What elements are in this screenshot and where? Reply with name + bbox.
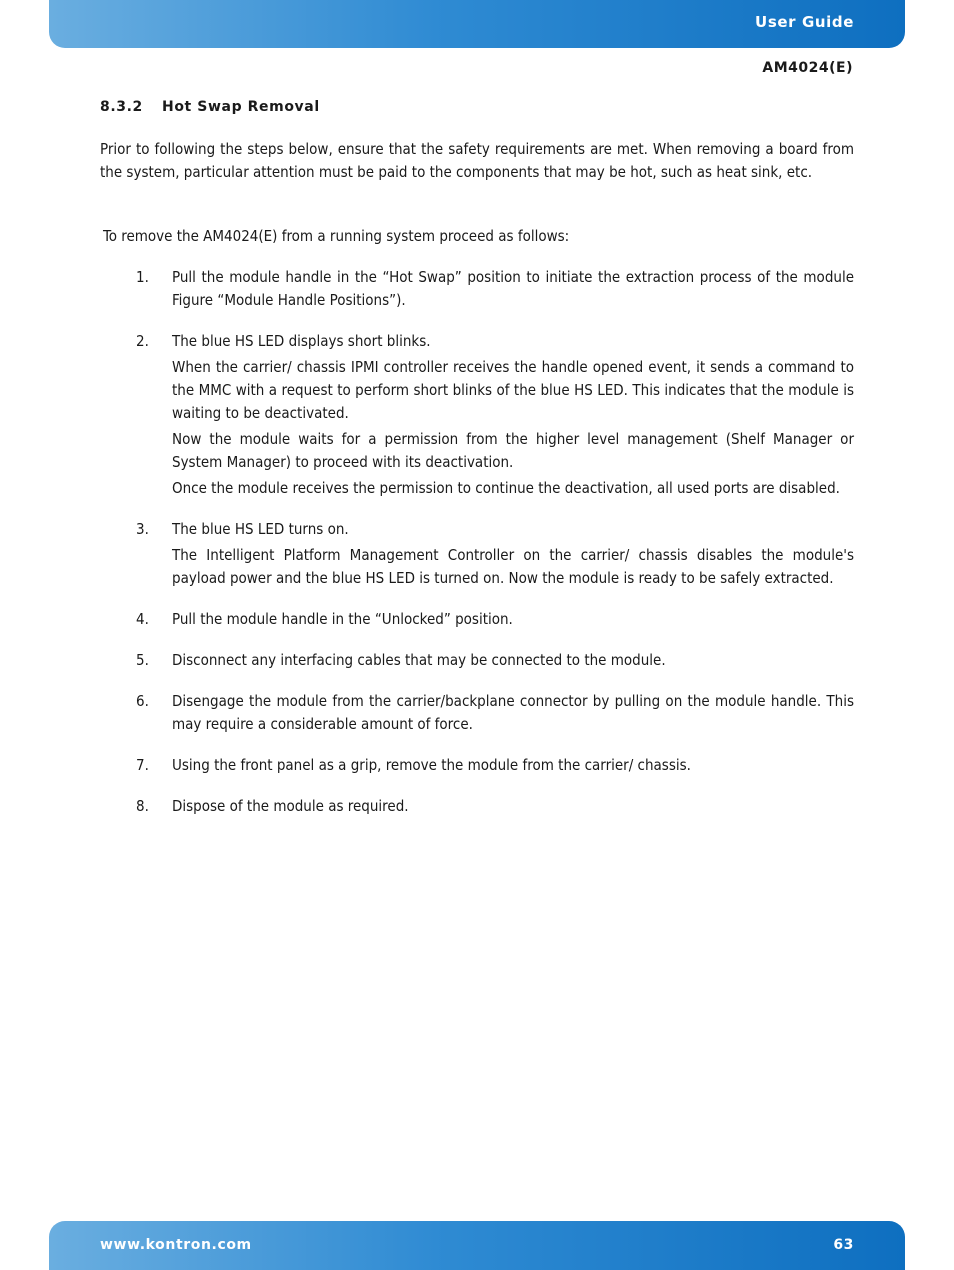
intro-paragraph: Prior to following the steps below, ensure that the safety requirements are met. When removing a board from the system, particular attention must be paid to the components that may be hot, such as heat sink, etc. bbox=[100, 140, 854, 181]
step-number: 1. bbox=[136, 268, 149, 286]
step-item bbox=[136, 266, 854, 312]
step-detail: Once the module receives the permission to continue the deactivation, all used ports are disabled. bbox=[172, 479, 840, 497]
removal-steps-list bbox=[136, 266, 854, 836]
step-item bbox=[136, 649, 854, 672]
step-detail: Now the module waits for a permission from the higher level management (Shelf Manager or System Manager) to proceed with its deactivation. bbox=[172, 430, 854, 471]
step-number: 8. bbox=[136, 797, 149, 815]
step-number: 2. bbox=[136, 332, 149, 350]
step-number: 4. bbox=[136, 610, 149, 628]
step-text: Dispose of the module as required. bbox=[172, 797, 409, 815]
header-bar bbox=[49, 0, 905, 48]
document-type-label: User Guide bbox=[755, 13, 854, 31]
step-text: Pull the module handle in the “Hot Swap” position to initiate the extraction process of the module Figure “Module Handle Positions”). bbox=[172, 268, 854, 309]
website-link[interactable]: www.kontron.com bbox=[100, 1237, 252, 1253]
step-text: The blue HS LED turns on. bbox=[172, 520, 349, 538]
step-text: The blue HS LED displays short blinks. bbox=[172, 332, 431, 350]
step-number: 6. bbox=[136, 692, 149, 710]
step-text: Using the front panel as a grip, remove the module from the carrier/ chassis. bbox=[172, 756, 691, 774]
step-text: Pull the module handle in the “Unlocked” position. bbox=[172, 610, 513, 628]
step-item bbox=[136, 518, 854, 590]
footer-bar bbox=[49, 1221, 905, 1270]
step-number: 3. bbox=[136, 520, 149, 538]
lead-paragraph: To remove the AM4024(E) from a running system proceed as follows: bbox=[103, 227, 570, 245]
section-title: Hot Swap Removal bbox=[162, 99, 320, 115]
step-detail: When the carrier/ chassis IPMI controller receives the handle opened event, it sends a command to the MMC with a request to perform short blinks of the blue HS LED. This indicates that the module is waiting to be deactivated. bbox=[172, 358, 854, 422]
step-number: 5. bbox=[136, 651, 149, 669]
section-heading bbox=[100, 99, 320, 115]
step-item bbox=[136, 754, 854, 777]
step-item bbox=[136, 795, 854, 818]
section-number: 8.3.2 bbox=[100, 99, 143, 115]
step-item bbox=[136, 608, 854, 631]
step-text: Disconnect any interfacing cables that may be connected to the module. bbox=[172, 651, 666, 669]
product-model: AM4024(E) bbox=[762, 60, 853, 76]
step-item bbox=[136, 690, 854, 736]
page-number: 63 bbox=[833, 1237, 854, 1253]
step-number: 7. bbox=[136, 756, 149, 774]
step-item bbox=[136, 330, 854, 500]
step-detail: The Intelligent Platform Management Controller on the carrier/ chassis disables the module's payload power and the blue HS LED is turned on. Now the module is ready to be safely extracted. bbox=[172, 546, 854, 587]
step-text: Disengage the module from the carrier/backplane connector by pulling on the module handle. This may require a considerable amount of force. bbox=[172, 692, 854, 733]
